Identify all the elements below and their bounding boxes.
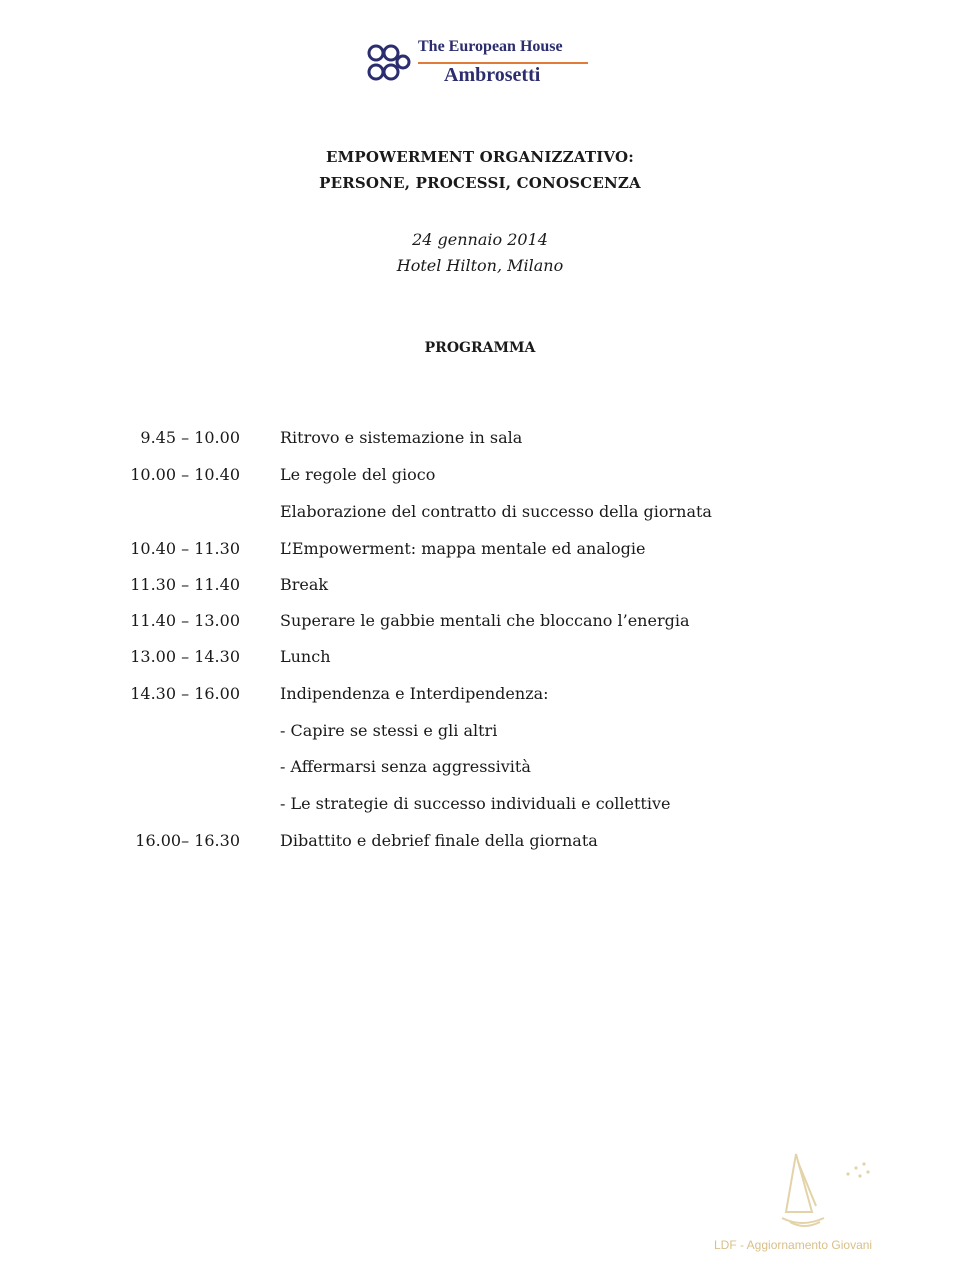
programme-row [0, 575, 960, 599]
row-time: 16.00– 16.30 [135, 831, 240, 850]
row-time: 14.30 – 16.00 [130, 684, 240, 703]
programme-row [0, 611, 960, 635]
programme-row [0, 502, 960, 526]
row-time: 10.00 – 10.40 [130, 465, 240, 484]
event-venue: Hotel Hilton, Milano [396, 256, 564, 275]
row-time: 13.00 – 14.30 [130, 647, 240, 666]
row-activity: Ritrovo e sistemazione in sala [280, 428, 523, 447]
event-title-line2: PERSONE, PROCESSI, CONOSCENZA [319, 174, 641, 192]
brand-logo [366, 38, 596, 90]
programme-heading: PROGRAMMA [424, 340, 536, 356]
row-activity: Indipendenza e Interdipendenza: [280, 684, 549, 703]
programme-row [0, 831, 960, 855]
row-time: 10.40 – 11.30 [130, 539, 240, 558]
row-time: 11.30 – 11.40 [130, 575, 240, 594]
programme-row [0, 647, 960, 671]
programme-row [0, 428, 960, 452]
footer-caption: LDF - Aggiornamento Giovani [714, 1238, 873, 1252]
row-activity: Lunch [280, 647, 331, 666]
programme-row [0, 794, 960, 818]
row-activity: - Affermarsi senza aggressività [280, 757, 531, 776]
logo-brand-name: Ambrosetti [444, 64, 541, 86]
programme-row [0, 465, 960, 489]
row-activity: - Le strategie di successo individuali e collettive [280, 794, 671, 813]
event-date: 24 gennaio 2014 [412, 230, 548, 249]
row-time: 9.45 – 10.00 [140, 428, 240, 447]
row-time: 11.40 – 13.00 [130, 611, 240, 630]
row-activity: L’Empowerment: mappa mentale ed analogie [280, 539, 646, 558]
row-activity: Break [280, 575, 329, 594]
event-title-line1: EMPOWERMENT ORGANIZZATIVO: [325, 148, 635, 166]
programme-row [0, 721, 960, 745]
programme-row [0, 539, 960, 563]
logo-mark-icon [366, 42, 412, 84]
row-activity: Elaborazione del contratto di successo della giornata [280, 502, 712, 521]
row-activity: - Capire se stessi e gli altri [280, 721, 498, 740]
row-activity: Dibattito e debrief finale della giornata [280, 831, 598, 850]
logo-company-name: The European House [418, 38, 563, 55]
sailboat-icon [780, 1148, 880, 1232]
row-activity: Le regole del gioco [280, 465, 436, 484]
programme-row [0, 757, 960, 781]
programme-row [0, 684, 960, 708]
row-activity: Superare le gabbie mentali che bloccano l’energia [280, 611, 690, 630]
